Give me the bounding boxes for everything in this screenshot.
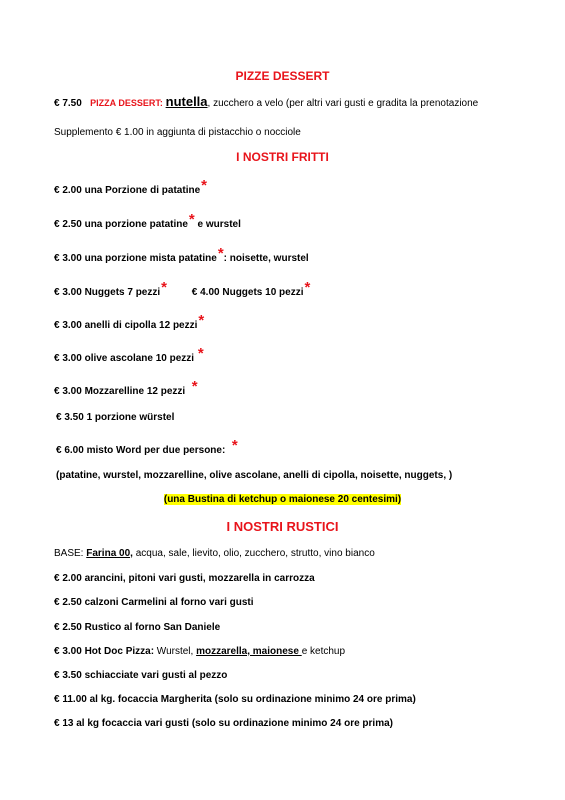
base-ingredients: acqua, sale, lievito, olio, zucchero, strutto, vino bianco — [132, 548, 375, 559]
section-heading-pizze-dessert: PIZZE DESSERT — [235, 69, 330, 83]
fritti-item-suffix: e wurstel — [194, 219, 241, 230]
misto-note: (patatine, wurstel, mozzarelline, olive ascolane, anelli di cipolla, noisette, nuggets, ) — [56, 470, 453, 481]
asterisk-icon: * — [191, 378, 198, 395]
dessert-nutella: nutella — [165, 94, 208, 109]
fritti-item-suffix: : noisette, wurstel — [223, 253, 309, 264]
rustici-item: € 13 al kg focaccia vari gusti (solo su ordinazione minimo 24 ore prima) — [54, 718, 393, 729]
dessert-supplement: Supplemento € 1.00 in aggiunta di pistacchio o nocciole — [54, 127, 301, 138]
fritti-item — [54, 279, 311, 299]
rustici-item: € 2.50 Rustico al forno San Daniele — [54, 622, 221, 633]
asterisk-icon: * — [201, 177, 207, 194]
asterisk-icon: * — [217, 245, 224, 262]
section-heading-rustici: I NOSTRI RUSTICI — [226, 519, 339, 534]
rustici-item: € 11.00 al kg. focaccia Margherita (solo su ordinazione minimo 24 ore prima) — [54, 694, 416, 705]
fritti-item-text: € 3.00 olive ascolane 10 pezzi — [54, 353, 195, 364]
rustici-item-hotdog — [54, 646, 345, 658]
fritti-item — [54, 345, 204, 365]
fritti-item-text: € 2.00 una Porzione di patatine — [54, 185, 201, 196]
asterisk-icon: * — [197, 345, 204, 362]
dessert-description: , zucchero a velo (per altri vari gusti e gradita la prenotazione — [207, 98, 479, 109]
asterisk-icon: * — [231, 437, 238, 454]
base-label: BASE: — [54, 548, 87, 559]
fritti-item-text: € 6.00 misto Word per due persone: — [56, 445, 226, 456]
rustici-item: € 3.50 schiacciate vari gusti al pezzo — [54, 670, 228, 681]
fritti-item — [54, 245, 309, 265]
dessert-price: € 7.50 — [54, 98, 82, 109]
hotdog-text: Wurstel, — [154, 646, 197, 657]
fritti-item-text: € 3.50 1 porzione würstel — [56, 412, 175, 423]
hotdog-underlined: mozzarella, maionese — [196, 646, 302, 657]
fritti-item-text: € 4.00 Nuggets 10 pezzi — [191, 287, 304, 298]
dessert-line — [54, 96, 478, 110]
section-heading-fritti: I NOSTRI FRITTI — [236, 150, 329, 164]
fritti-item — [54, 312, 205, 332]
fritti-item-text: € 2.50 una porzione patatine — [54, 219, 188, 230]
asterisk-icon: * — [161, 279, 167, 296]
fritti-item — [54, 177, 207, 197]
fritti-item-text: € 3.00 Nuggets 7 pezzi — [54, 287, 161, 298]
fritti-item-text: € 3.00 Mozzarelline 12 pezzi — [54, 386, 186, 397]
base-flour: Farina 00, — [86, 548, 133, 559]
asterisk-icon: * — [188, 211, 195, 228]
ketchup-note-text: (una Bustina di ketchup o maionese 20 centesimi) — [163, 494, 402, 505]
dessert-label: PIZZA DESSERT: — [90, 98, 163, 108]
fritti-item — [54, 211, 241, 231]
fritti-item — [56, 412, 174, 424]
fritti-item-text: € 3.00 anelli di cipolla 12 pezzi — [54, 320, 198, 331]
rustici-item: € 2.50 calzoni Carmelini al forno vari gusti — [54, 597, 254, 608]
fritti-item-text: € 3.00 una porzione mista patatine — [54, 253, 217, 264]
rustici-item: € 2.00 arancini, pitoni vari gusti, mozzarella in carrozza — [54, 573, 315, 584]
fritti-item — [54, 378, 198, 398]
fritti-item — [56, 437, 238, 457]
ketchup-note — [0, 494, 565, 505]
rustici-base — [54, 548, 375, 560]
hotdog-end: e ketchup — [301, 646, 346, 657]
asterisk-icon: * — [198, 312, 205, 329]
hotdog-price: € 3.00 Hot Doc Pizza: — [54, 646, 155, 657]
asterisk-icon: * — [304, 279, 311, 296]
